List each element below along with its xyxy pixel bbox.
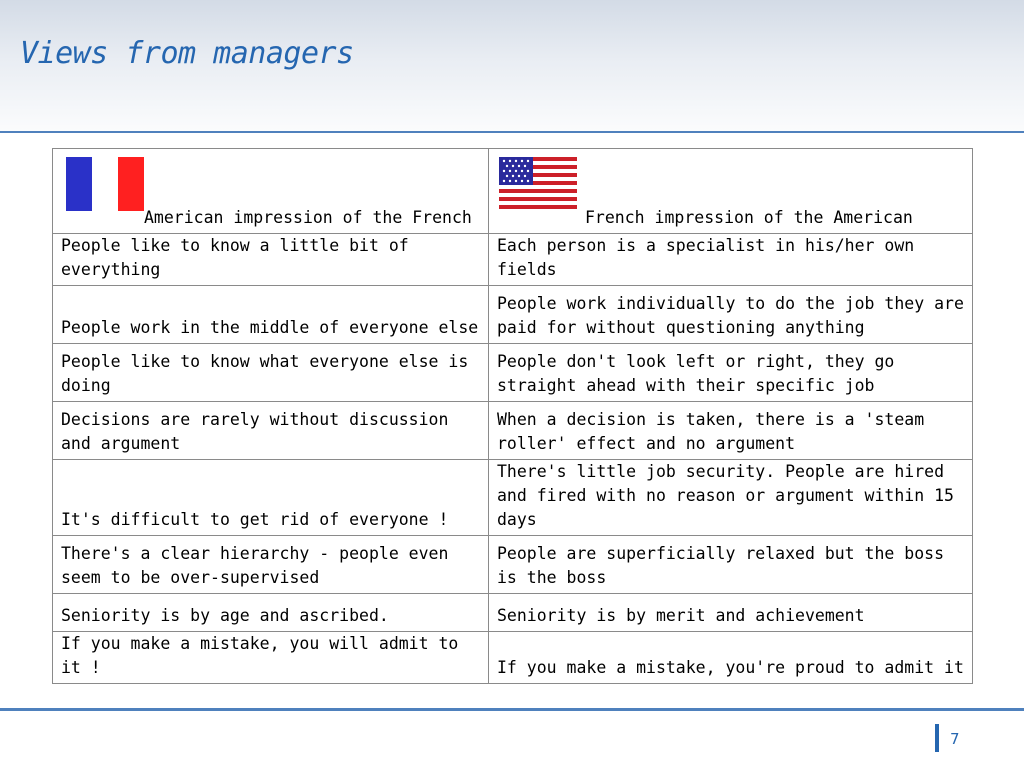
comparison-table <box>52 148 973 684</box>
table-cell-american: People work individually to do the job they are paid for without questioning anything <box>489 286 973 344</box>
header-label-american: French impression of the American <box>585 208 913 227</box>
footer-divider <box>0 708 1024 711</box>
table-cell-french: Decisions are rarely without discussion and argument <box>53 402 489 460</box>
table-cell-american: When a decision is taken, there is a 'steam roller' effect and no argument <box>489 402 973 460</box>
table-row <box>53 632 973 684</box>
table-row <box>53 460 973 536</box>
table-cell-american: Seniority is by merit and achievement <box>489 594 973 632</box>
table-row <box>53 402 973 460</box>
table-cell-american: People don't look left or right, they go straight ahead with their specific job <box>489 344 973 402</box>
table-cell-french: There's a clear hierarchy - people even seem to be over-supervised <box>53 536 489 594</box>
table-cell-american: There's little job security. People are hired and fired with no reason or argument within 15 days <box>489 460 973 536</box>
table-cell-french: If you make a mistake, you will admit to it ! <box>53 632 489 684</box>
usa-flag-icon <box>499 157 577 209</box>
header-cell-american <box>489 149 973 234</box>
table-cell-american: Each person is a specialist in his/her own fields <box>489 234 973 286</box>
table-cell-french: People like to know a little bit of everything <box>53 234 489 286</box>
table-cell-french: People work in the middle of everyone else <box>53 286 489 344</box>
table-row <box>53 234 973 286</box>
page-number: 7 <box>950 730 960 748</box>
header-cell-french <box>53 149 489 234</box>
table-cell-french: It's difficult to get rid of everyone ! <box>53 460 489 536</box>
header-label-french: American impression of the French <box>144 208 472 227</box>
page-number-marker <box>935 724 939 752</box>
table-row <box>53 344 973 402</box>
table-row <box>53 286 973 344</box>
table-header-row <box>53 149 973 234</box>
france-flag-icon <box>66 157 144 211</box>
table-row <box>53 594 973 632</box>
table-cell-french: Seniority is by age and ascribed. <box>53 594 489 632</box>
table-cell-american: People are superficially relaxed but the boss is the boss <box>489 536 973 594</box>
table-cell-american: If you make a mistake, you're proud to admit it <box>489 632 973 684</box>
table-row <box>53 536 973 594</box>
header-divider <box>0 131 1024 133</box>
table-cell-french: People like to know what everyone else is doing <box>53 344 489 402</box>
slide-title: Views from managers <box>20 36 354 71</box>
